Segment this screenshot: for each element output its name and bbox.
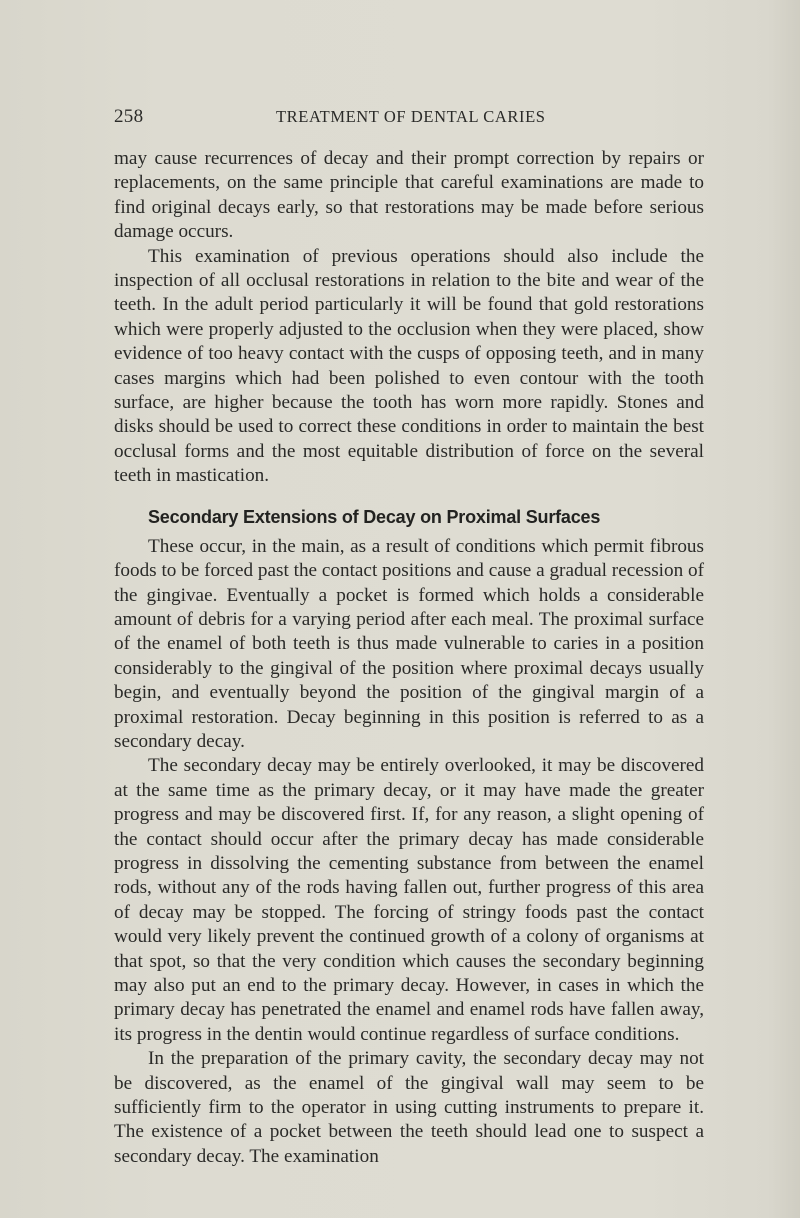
- paragraph-cavity-preparation: In the preparation of the primary cavity, the secondary decay may not be discovered, as the enamel of the gingival wall may seem to be sufficiently firm to the operator in using cutting instruments to prepare it. The existence of a pocket between the teeth should lead one to suspect a secondary decay. The examination: [114, 1048, 704, 1167]
- paragraph-continued: may cause recurrences of decay and their prompt correction by repairs or replacements, on the same principle that careful examinations are made to find original decays early, so that restorations may be made before serious damage occurs.: [114, 148, 704, 243]
- body-text: [114, 147, 704, 1169]
- paragraph-secondary-causes: These occur, in the main, as a result of conditions which permit fibrous foods to be forced past the contact positions and cause a gradual recession of the gingivae. Eventually a pocket is formed which holds a considerable amount of debris for a varying period after each meal. The proximal surface of the enamel of both teeth is thus made vulnerable to caries in a position considerably to the gingival of the position where proximal decays usually begin, and eventually beyond the position of the gingival margin of a proximal restoration. Decay beginning in this position is referred to as a secondary decay.: [114, 535, 704, 752]
- running-title: TREATMENT OF DENTAL CARIES: [276, 107, 546, 126]
- running-head: [114, 106, 704, 130]
- paragraph-secondary-progress: The secondary decay may be entirely overlooked, it may be discovered at the same time as the primary decay, or it may have made the greater progress and may be discovered first. If, for any reason, a slight opening of the contact should occur after the primary decay has made considerable progress in dissolving the cementing substance from between the enamel rods, without any of the rods having fallen out, further progress of this area of decay may be stopped. The forcing of stringy foods past the contact would very likely prevent the continued growth of a colony of organisms at that spot, so that the very condition which causes the secondary beginning may also put an end to the primary decay. However, in cases in which the primary decay has penetrated the enamel and enamel rods have fallen away, its progress in the dentin would continue regardless of surface conditions.: [114, 755, 704, 1045]
- page-number: 258: [114, 106, 144, 127]
- paragraph-occlusal-inspection: This examination of previous operations should also include the inspection of all occlusal restorations in relation to the bite and wear of the teeth. In the adult period particularly it will be found that gold restorations which were properly adjusted to the occlusion when they were placed, show evidence of too heavy contact with the cusps of opposing teeth, and in many cases margins which had been polished to even contour with the tooth surface, are higher because the tooth has worn more rapidly. Stones and disks should be used to correct these conditions in order to maintain the best occlusal forms and the most equitable distribution of force on the several teeth in mastication.: [114, 245, 704, 487]
- section-heading: Secondary Extensions of Decay on Proximal Surfaces: [148, 506, 601, 527]
